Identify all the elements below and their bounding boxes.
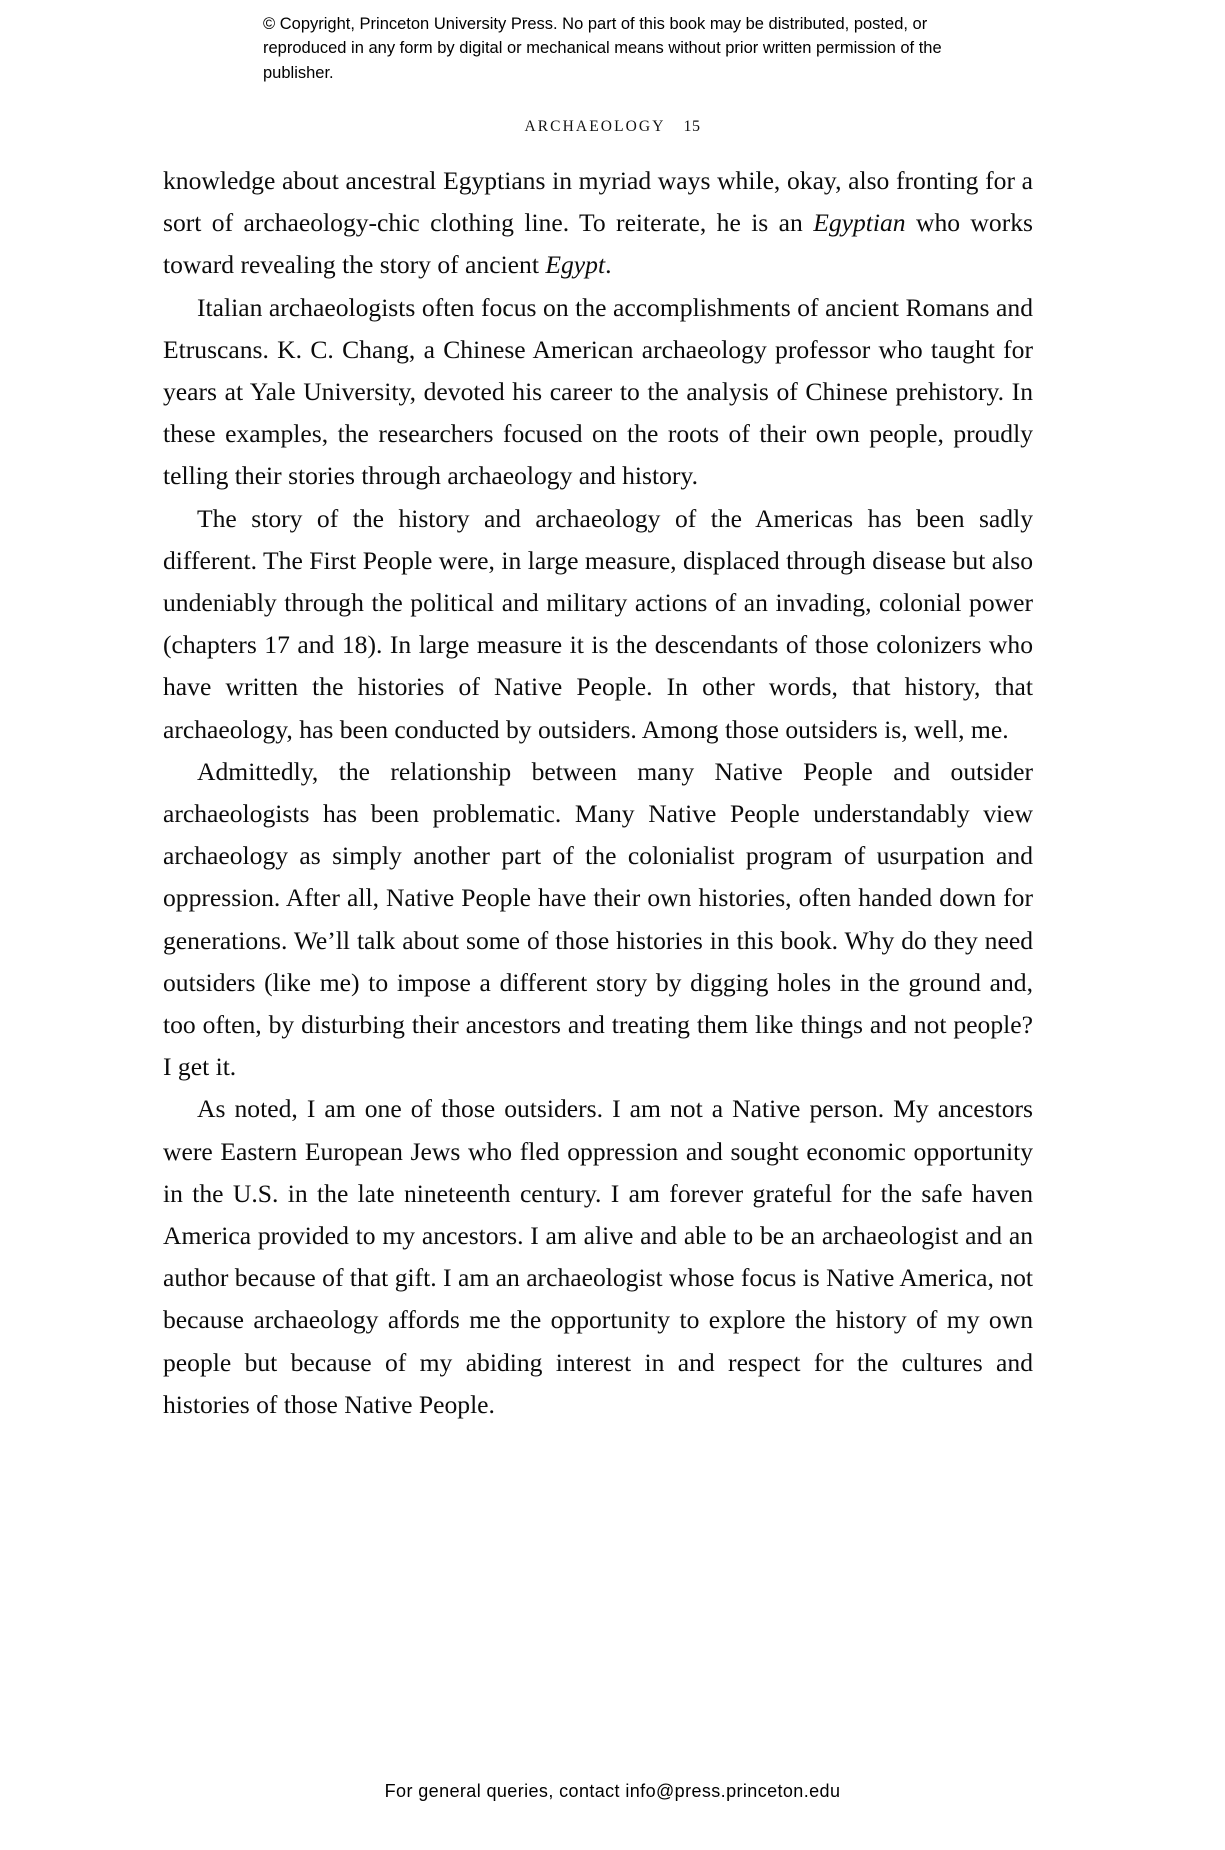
- paragraph: [163, 160, 1033, 287]
- text-run: knowledge about ancestral Egyptians in myriad ways while, okay, also fronting for a sort of archaeology-chic clothing line. To reiterate, he is an: [163, 166, 1033, 238]
- text-run: The story of the history and archaeology of the Americas has been sadly different. The First People were, in large measure, displaced through disease but also undeniably through the political and military actions of an invading, colonial power (chapters 17 and 18). In large measure it is the descendants of those colonizers who have written the histories of Native People. In other words, that history, that archaeology, has been conducted by outsiders. Among those outsiders is, well, me.: [163, 503, 1033, 744]
- page-number: 15: [683, 118, 701, 135]
- italic-text: Egyptian: [813, 208, 906, 238]
- paragraph: [163, 498, 1033, 751]
- paragraph: [163, 1088, 1033, 1426]
- text-run: .: [605, 250, 612, 280]
- text-run: Admittedly, the relationship between many Native People and outsider archaeologists has been problematic. Many Native People understandably view archaeology as simply another part of the colonialist program of usurpation and oppression. After all, Native People have their own histories, often handed down for generations. We’ll talk about some of those histories in this book. Why do they need outsiders (like me) to impose a different story by digging holes in the ground and, too often, by disturbing their ancestors and treating them like things and not people? I get it.: [163, 756, 1033, 1082]
- body-text: [163, 160, 1033, 1426]
- text-run: As noted, I am one of those outsiders. I am not a Native person. My ancestors were Eastern European Jews who fled oppression and sought economic opportunity in the U.S. in the late nineteenth century. I am forever grateful for the safe haven America provided to my ancestors. I am alive and able to be an archaeologist and an author because of that gift. I am an archaeologist whose focus is Native America, not because archaeology affords me the opportunity to explore the history of my own people but because of my abiding interest in and respect for the cultures and histories of those Native People.: [163, 1094, 1033, 1419]
- italic-text: Egypt: [545, 250, 606, 280]
- running-head-title: ARCHAEOLOGY: [524, 118, 666, 135]
- copyright-notice: © Copyright, Princeton University Press. No part of this book may be distributed, posted, or reproduced in any form by digital or mechanical means without prior written permission of the publisher.: [263, 15, 942, 82]
- paragraph: [163, 287, 1033, 498]
- running-head: [0, 118, 1225, 136]
- text-run: Italian archaeologists often focus on the accomplishments of ancient Romans and Etruscans. K. C. Chang, a Chinese American archaeology professor who taught for years at Yale University, devoted his career to the analysis of Chinese prehistory. In these examples, the researchers focused on the roots of their own people, proudly telling their stories through archaeology and history.: [163, 292, 1033, 491]
- paragraph: [163, 751, 1033, 1089]
- text-run: who works toward revealing the story of ancient: [163, 208, 1033, 280]
- footer-queries-text: For general queries, contact info@press.princeton.edu: [384, 1781, 841, 1801]
